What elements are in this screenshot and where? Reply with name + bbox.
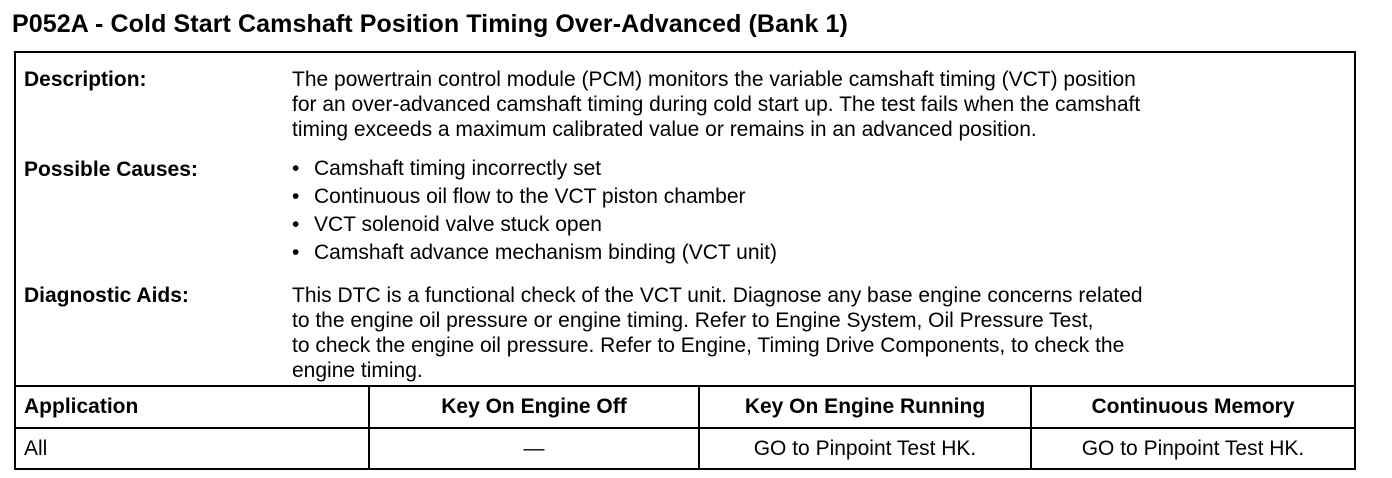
description-line: timing exceeds a maximum calibrated value or remains in an advanced position. xyxy=(292,118,1037,141)
page-title: P052A - Cold Start Camshaft Position Timing Over-Advanced (Bank 1) xyxy=(12,10,848,38)
cell-key-on-engine-running: GO to Pinpoint Test HK. xyxy=(698,429,1030,468)
cell-continuous-memory: GO to Pinpoint Test HK. xyxy=(1030,429,1354,468)
cause-text: Continuous oil flow to the VCT piston chamber xyxy=(314,185,746,208)
cause-item xyxy=(292,183,1352,211)
cause-item xyxy=(292,211,1352,239)
diagnostic-aids-text xyxy=(292,283,1352,383)
header-key-on-engine-off: Key On Engine Off xyxy=(368,387,698,427)
dtc-info-box xyxy=(14,51,1356,470)
bullet-icon: • xyxy=(292,157,300,180)
header-key-on-engine-running: Key On Engine Running xyxy=(698,387,1030,427)
possible-causes-list xyxy=(292,155,1352,267)
diagnostic-aids-line: to check the engine oil pressure. Refer to Engine, Timing Drive Components, to check the xyxy=(292,334,1125,357)
cause-text: Camshaft advance mechanism binding (VCT unit) xyxy=(314,241,777,264)
description-text xyxy=(292,67,1352,142)
cause-text: Camshaft timing incorrectly set xyxy=(314,157,602,180)
cause-item xyxy=(292,155,1352,183)
header-application: Application xyxy=(24,395,139,418)
bullet-icon: • xyxy=(292,185,300,208)
cause-text: VCT solenoid valve stuck open xyxy=(314,213,602,236)
possible-causes-label: Possible Causes: xyxy=(24,158,198,181)
cause-item xyxy=(292,239,1352,267)
diagnostic-aids-line: to the engine oil pressure or engine timing. Refer to Engine System, Oil Pressure Test, xyxy=(292,309,1094,332)
diagnostic-aids-line: engine timing. xyxy=(292,359,423,382)
description-label: Description: xyxy=(24,68,147,91)
description-line: for an over-advanced camshaft timing during cold start up. The test fails when the camshaft xyxy=(292,93,1141,116)
cell-application: All xyxy=(24,436,48,460)
bullet-icon: • xyxy=(292,213,300,236)
description-line: The powertrain control module (PCM) monitors the variable camshaft timing (VCT) position xyxy=(292,68,1136,91)
bullet-icon: • xyxy=(292,241,300,264)
cell-key-on-engine-off: — xyxy=(368,429,698,468)
table-row xyxy=(16,429,1354,468)
application-table xyxy=(16,385,1354,470)
header-continuous-memory: Continuous Memory xyxy=(1030,387,1354,427)
diagnostic-aids-label: Diagnostic Aids: xyxy=(24,284,189,307)
table-header-row xyxy=(16,387,1354,429)
diagnostic-aids-line: This DTC is a functional check of the VCT unit. Diagnose any base engine concerns related xyxy=(292,284,1143,307)
